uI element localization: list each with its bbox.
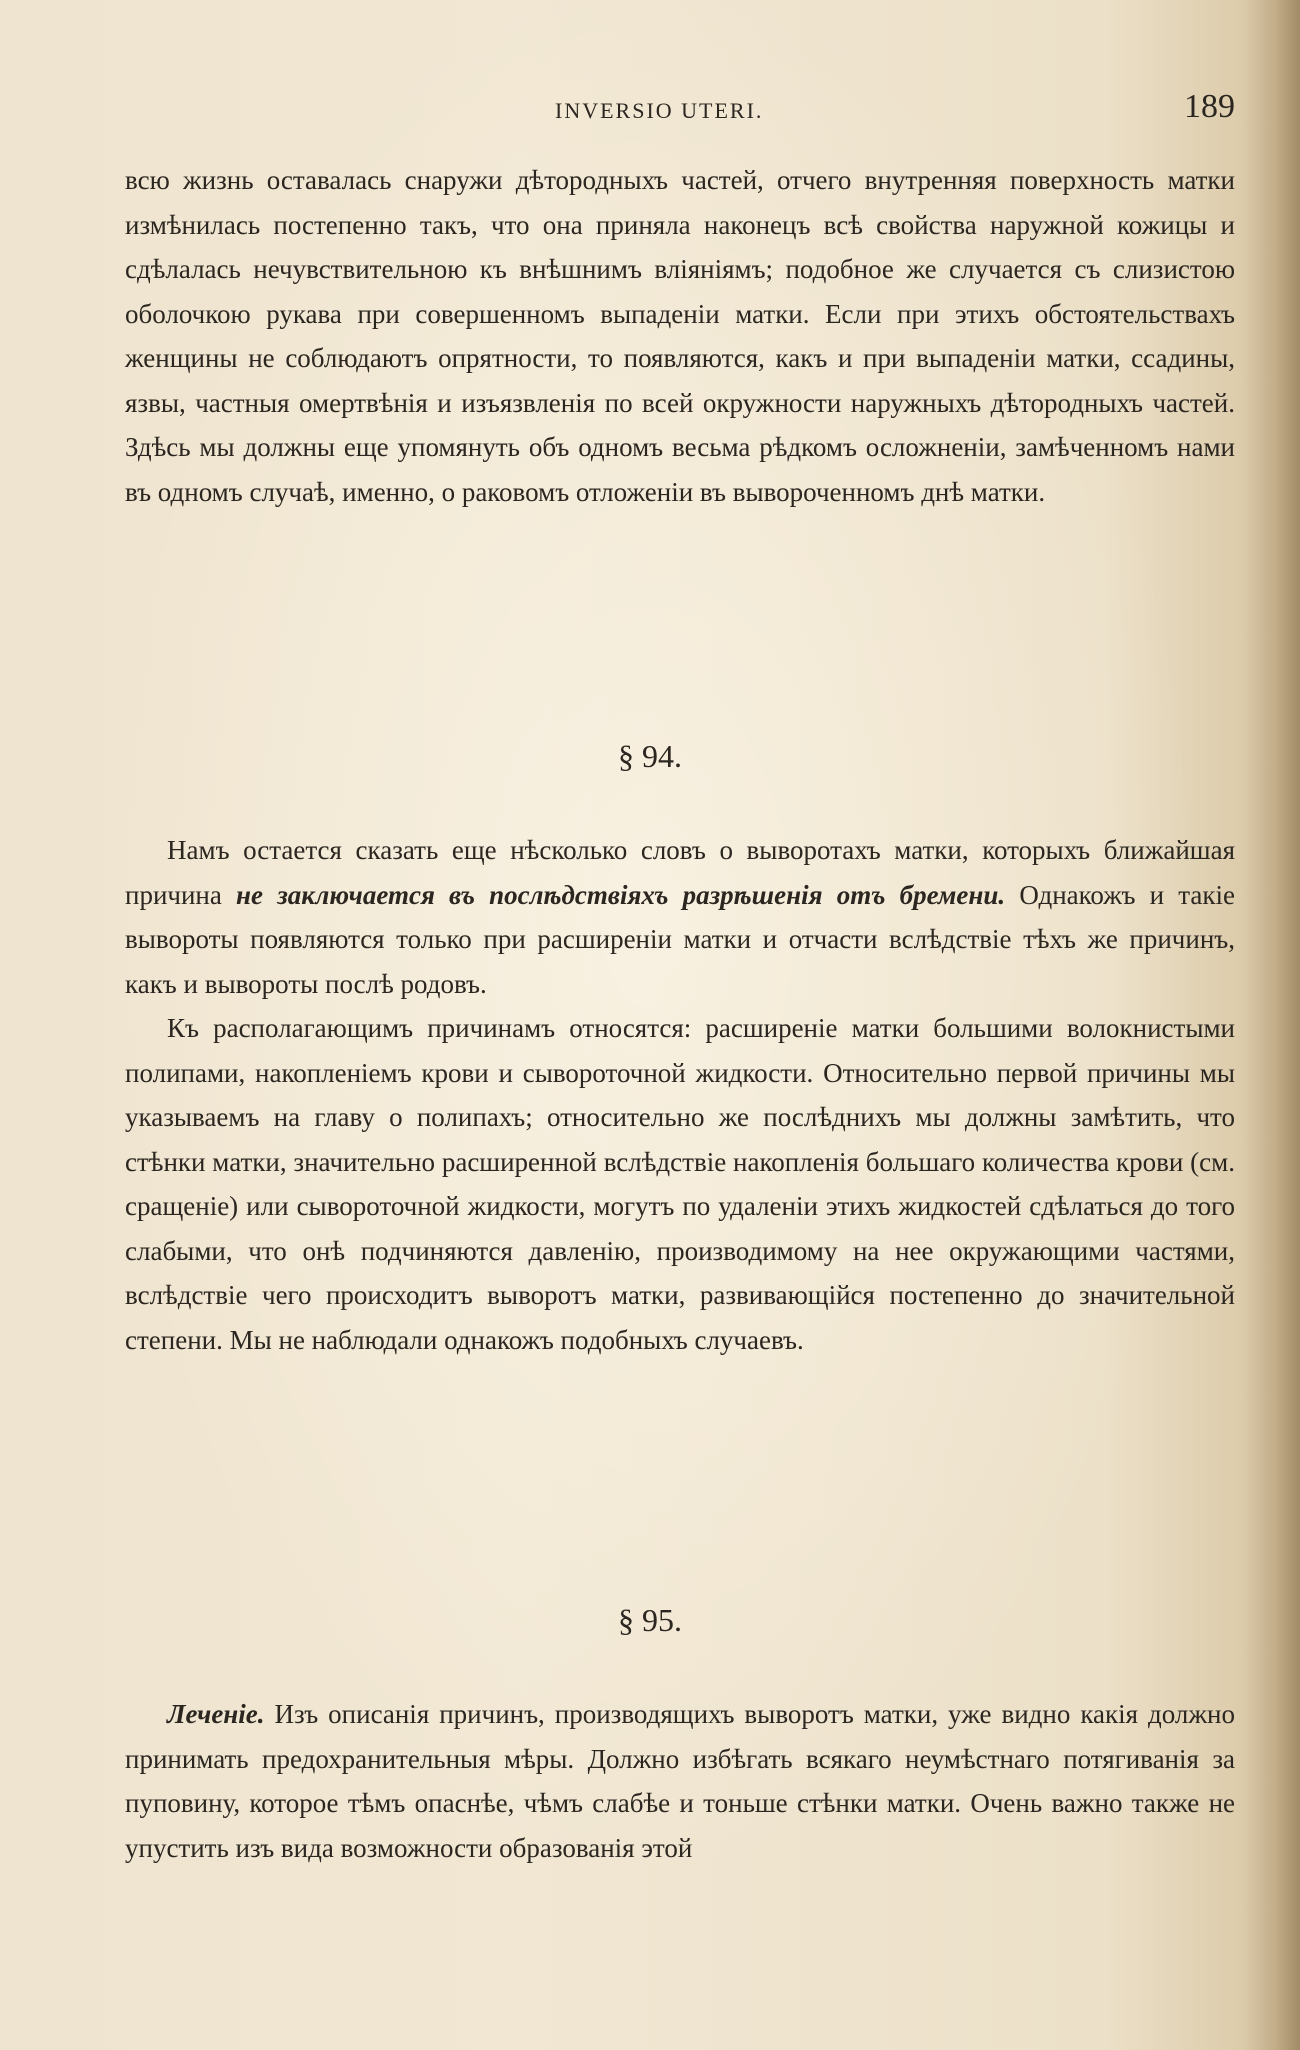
- paragraph-2-lead: Намъ остается сказать еще нѣсколько словъ о выворотахъ матки, которыхъ ближайшая причина: [125, 835, 1235, 910]
- paragraph-2-emphasis: не заключается въ послѣдствіяхъ разрѣшенія отъ бремени.: [236, 879, 1006, 910]
- section-95-body: [125, 1692, 1235, 1870]
- paragraph-4-text: Изъ описанія причинъ, производящихъ выворотъ матки, уже видно какія должно принимать предохранительныя мѣры. Должно избѣгать всякаго неумѣстнаго потягиванія за пуповину, которое тѣмъ опаснѣе, чѣмъ слабѣе и тоньше стѣнки матки. Очень важно также не упустить изъ вида возможности образованія этой: [125, 1699, 1235, 1863]
- paragraph-3: Къ располагающимъ причинамъ относятся: расширеніе матки большими волокнистыми полипами, накопленіемъ крови и сывороточной жидкости. Относительно первой причины мы указываемъ на главу о полипахъ; относительно же послѣднихъ мы должны замѣтить, что стѣнки матки, значительно расширенной вслѣдствіе накопленія большаго количества крови (см. сращеніе) или сывороточной жидкости, могутъ по удаленіи этихъ жидкостей сдѣлаться до того слабыми, что онѣ подчиняются давленію, производимому на нее окружающими частями, вслѣдствіе чего происходитъ выворотъ матки, развивающійся постепенно до значительной степени. Мы не наблюдали однакожъ подобныхъ случаевъ.: [125, 1013, 1235, 1355]
- paragraph-1: всю жизнь оставалась снаружи дѣтородныхъ частей, отчего внутренняя поверхность матки измѣнилась постепенно такъ, что она приняла наконецъ всѣ свойства наружной кожицы и сдѣлалась нечувствительною къ внѣшнимъ вліяніямъ; подобное же случается съ слизистою оболочкою рукава при совершенномъ выпаденіи матки. Если при этихъ обстоятельствахъ женщины не соблюдаютъ опрятности, то появляются, какъ и при выпаденіи матки, ссадины, язвы, частныя омертвѣнія и изъязвленія по всей окружности наружныхъ дѣтородныхъ частей. Здѣсь мы должны еще упомянуть объ одномъ весьма рѣдкомъ осложненіи, замѣченномъ нами въ одномъ случаѣ, именно, о раковомъ отложеніи въ вывороченномъ днѣ матки.: [125, 165, 1235, 507]
- section-heading-95: § 95.: [618, 1602, 682, 1638]
- paragraph-continued: [125, 158, 1235, 514]
- section-heading-94: § 94.: [618, 738, 682, 774]
- section-94-body: [125, 828, 1235, 1362]
- page-number: 189: [1184, 88, 1235, 125]
- page-edge-shadow: [1240, 0, 1300, 2050]
- running-title: INVERSIO UTERI.: [555, 98, 764, 123]
- page-header: [125, 88, 1235, 138]
- paragraph-2: [125, 828, 1235, 1006]
- treatment-heading: Леченіе.: [167, 1699, 265, 1729]
- paragraph-2-rest: Однакожъ и такіе вывороты появляются только при расширеніи матки и отчасти вслѣдствіе тѣхъ же причинъ, какъ и вывороты послѣ родовъ.: [125, 879, 1235, 999]
- paragraph-4: [125, 1692, 1235, 1870]
